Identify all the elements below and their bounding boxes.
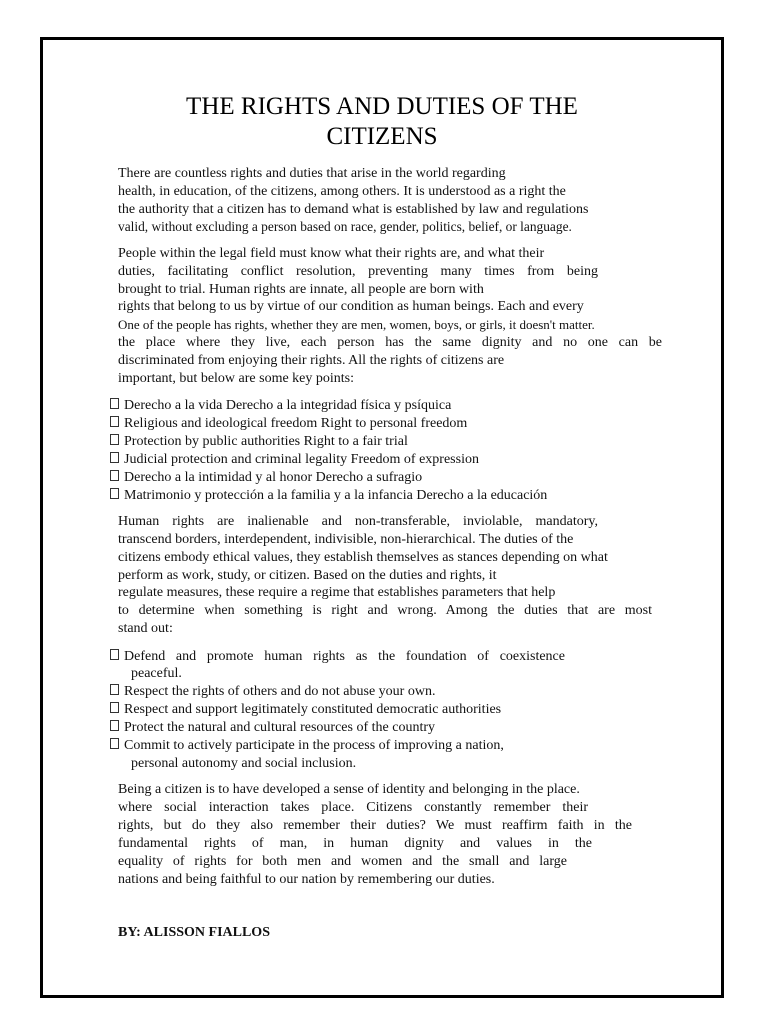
text-line: One of the people has rights, whether they are men, women, boys, or girls, it doesn't matter. (118, 317, 595, 332)
text-line: health, in education, of the citizens, among others. It is understood as a right the (118, 184, 566, 199)
author-byline: BY: ALISSON FIALLOS (118, 925, 270, 940)
bullet-box-icon (110, 434, 119, 445)
text-line: where social interaction takes place. Citizens constantly remember their (118, 800, 588, 815)
text-line: to determine when something is right and wrong. Among the duties that are most (118, 603, 652, 618)
text-line: important, but below are some key points: (118, 371, 355, 386)
bullet-box-icon (110, 488, 119, 499)
list-item: Protection by public authorities Right to a fair trial (110, 433, 408, 451)
text-line: regulate measures, these require a regime that establishes parameters that help (118, 585, 556, 600)
text-line: Being a citizen is to have developed a sense of identity and belonging in the place. (118, 782, 580, 797)
title-line-1: THE RIGHTS AND DUTIES OF THE (186, 93, 578, 120)
text-line: Human rights are inalienable and non-transferable, inviolable, mandatory, (118, 514, 598, 529)
bullet-box-icon (110, 416, 119, 427)
list-item: Judicial protection and criminal legality Freedom of expression (110, 451, 479, 469)
bullet-box-icon (110, 702, 119, 713)
text-line: There are countless rights and duties that arise in the world regarding (118, 166, 506, 181)
text-line: the authority that a citizen has to demand what is established by law and regulations (118, 202, 589, 217)
bullet-box-icon (110, 649, 119, 660)
list-item: Defend and promote human rights as the foundation of coexistence (110, 648, 565, 666)
text-line: rights that belong to us by virtue of our condition as human beings. Each and every (118, 299, 584, 314)
text-line: People within the legal field must know what their rights are, and what their (118, 246, 545, 261)
bullet-box-icon (110, 684, 119, 695)
bullet-box-icon (110, 470, 119, 481)
text-line: nations and being faithful to our nation by remembering our duties. (118, 872, 495, 887)
text-line: the place where they live, each person has the same dignity and no one can be (118, 335, 662, 350)
list-item: Religious and ideological freedom Right to personal freedom (110, 415, 467, 433)
text-line: stand out: (118, 621, 173, 636)
bullet-box-icon (110, 720, 119, 731)
text-line: brought to trial. Human rights are innate, all people are born with (118, 282, 484, 297)
text-line: citizens embody ethical values, they establish themselves as stances depending on what (118, 550, 608, 565)
list-item-continuation: personal autonomy and social inclusion. (131, 756, 357, 771)
text-line: rights, but do they also remember their duties? We must reaffirm faith in the (118, 818, 632, 833)
title-line-2: CITIZENS (326, 123, 438, 150)
list-item: Commit to actively participate in the process of improving a nation, (110, 737, 504, 755)
text-line: equality of rights for both men and women and the small and large (118, 854, 567, 869)
text-line: fundamental rights of man, in human dignity and values in the (118, 836, 592, 851)
bullet-box-icon (110, 452, 119, 463)
list-item: Derecho a la intimidad y al honor Derecho a sufragio (110, 469, 422, 487)
list-item: Matrimonio y protección a la familia y a la infancia Derecho a la educación (110, 487, 547, 505)
list-item: Respect the rights of others and do not abuse your own. (110, 683, 435, 701)
text-line: duties, facilitating conflict resolution, preventing many times from being (118, 264, 598, 279)
text-line: transcend borders, interdependent, indivisible, non-hierarchical. The duties of the (118, 532, 574, 547)
text-line: perform as work, study, or citizen. Based on the duties and rights, it (118, 568, 497, 583)
list-item: Protect the natural and cultural resources of the country (110, 719, 435, 737)
list-item: Respect and support legitimately constituted democratic authorities (110, 701, 501, 719)
text-line: valid, without excluding a person based on race, gender, politics, belief, or language. (118, 219, 572, 234)
list-item: Derecho a la vida Derecho a la integridad física y psíquica (110, 397, 451, 415)
bullet-box-icon (110, 398, 119, 409)
list-item-continuation: peaceful. (131, 666, 182, 681)
page-title (43, 92, 721, 152)
text-line: discriminated from enjoying their rights. All the rights of citizens are (118, 353, 505, 368)
bullet-box-icon (110, 738, 119, 749)
